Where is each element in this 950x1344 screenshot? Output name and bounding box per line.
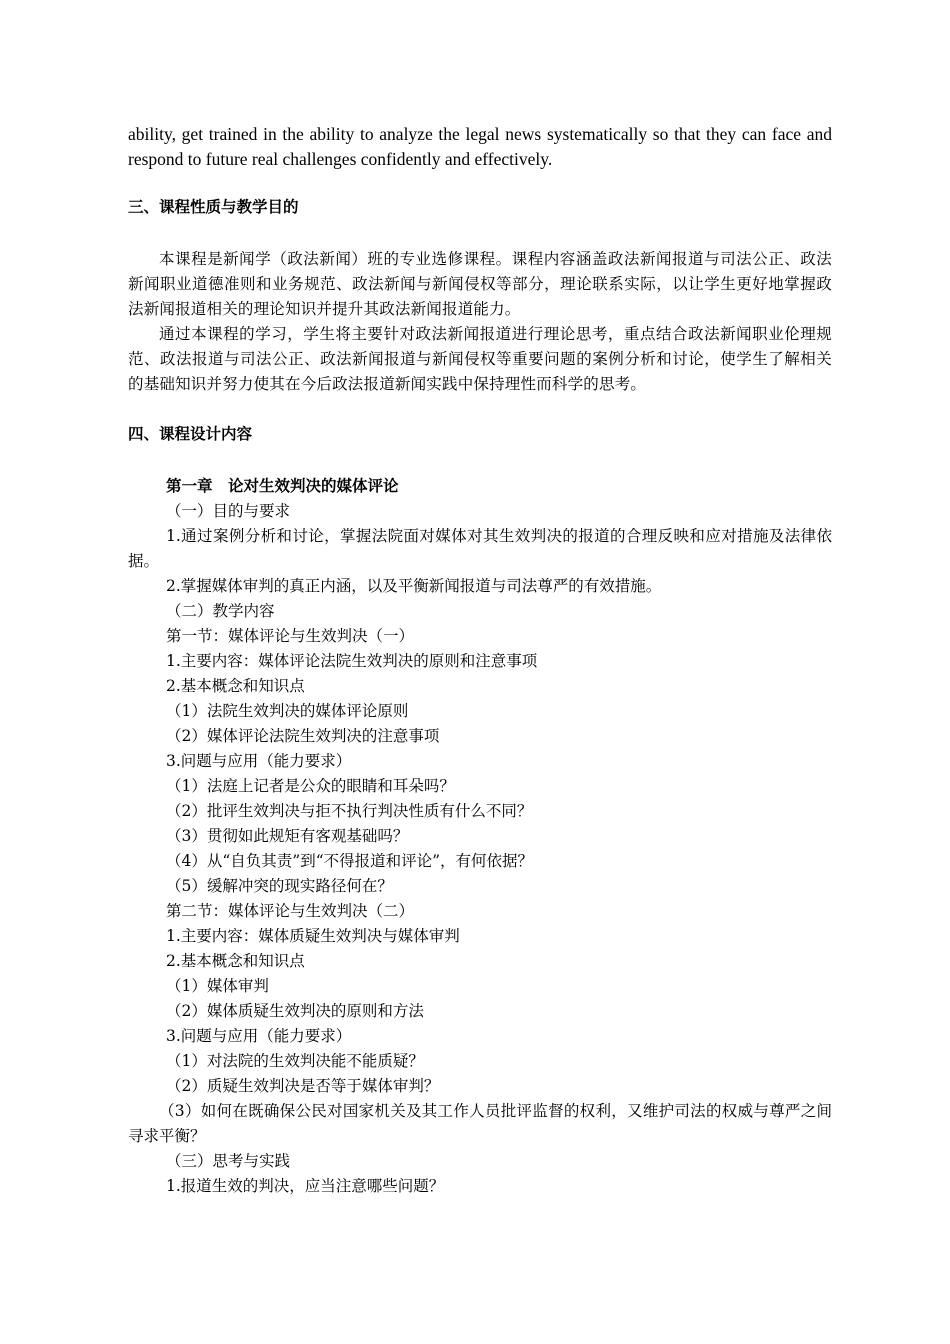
section-4-heading: 四、课程设计内容: [128, 425, 253, 443]
section-1-title: 第一节：媒体评论与生效判决（一）: [166, 627, 415, 645]
section-2-question-2: （2）质疑生效判决是否等于媒体审判？: [166, 1077, 440, 1095]
section-2-concept-1: （1）媒体审判: [166, 977, 269, 995]
section-2-concept-2: （2）媒体质疑生效判决的原则和方法: [166, 1002, 424, 1020]
teaching-content-heading: （二）教学内容: [166, 602, 275, 620]
section-2-questions-heading: 3.问题与应用（能力要求）: [166, 1027, 352, 1045]
document-page: [128, 122, 832, 1199]
section-1-question-3: （3）贯彻如此规矩有客观基础吗？: [166, 827, 409, 845]
section-3-paragraph-1: 本课程是新闻学（政法新闻）班的专业选修课程。课程内容涵盖政法新闻报道与司法公正、政法新闻职业道德准则和业务规范、政法新闻与新闻侵权等部分，理论联系实际，以让学生更好地掌握政法新闻报道相关的理论知识并提升其政法新闻报道能力。: [128, 250, 832, 318]
intro-english-paragraph: ability, get trained in the ability to analyze the legal news systematically so that they can face and respond to future real challenges confidently and effectively.: [128, 124, 832, 169]
section-2-question-1: （1）对法院的生效判决能不能质疑？: [166, 1052, 424, 1070]
reflection-item-1: 1.报道生效的判决，应当注意哪些问题？: [166, 1177, 445, 1195]
section-1-question-5: （5）缓解冲突的现实路径何在？: [166, 877, 393, 895]
objective-1: 1.通过案例分析和讨论，掌握法院面对媒体对其生效判决的报道的合理反映和应对措施及法律依据。: [128, 527, 832, 570]
objective-2: 2.掌握媒体审判的真正内涵，以及平衡新闻报道与司法尊严的有效措施。: [166, 577, 662, 595]
section-1-question-2: （2）批评生效判决与拒不执行判决性质有什么不同？: [166, 802, 533, 820]
section-2-title: 第二节：媒体评论与生效判决（二）: [166, 902, 415, 920]
section-1-questions-heading: 3.问题与应用（能力要求）: [166, 752, 352, 770]
section-3-paragraph-2: 通过本课程的学习，学生将主要针对政法新闻报道进行理论思考，重点结合政法新闻职业伦理规范、政法报道与司法公正、政法新闻报道与新闻侵权等重要问题的案例分析和讨论，使学生了解相关的基础知识并努力使其在今后政法报道新闻实践中保持理性而科学的思考。: [128, 325, 832, 393]
section-3-heading: 三、课程性质与教学目的: [128, 198, 299, 216]
chapter-1-title: 第一章 论对生效判决的媒体评论: [166, 477, 399, 495]
section-2-concepts-heading: 2.基本概念和知识点: [166, 952, 305, 970]
section-1-concepts-heading: 2.基本概念和知识点: [166, 677, 305, 695]
section-1-concept-1: （1）法院生效判决的媒体评论原则: [166, 702, 409, 720]
objectives-heading: （一）目的与要求: [166, 502, 291, 520]
section-2-question-3: （3）如何在既确保公民对国家机关及其工作人员批评监督的权利，又维护司法的权威与尊严之间寻求平衡？: [128, 1102, 832, 1145]
section-1-question-1: （1）法庭上记者是公众的眼睛和耳朵吗？: [166, 777, 455, 795]
section-1-concept-2: （2）媒体评论法院生效判决的注意事项: [166, 727, 440, 745]
reflection-practice-heading: （三）思考与实践: [166, 1152, 291, 1170]
section-1-main-content: 1.主要内容：媒体评论法院生效判决的原则和注意事项: [166, 652, 538, 670]
section-2-main-content: 1.主要内容：媒体质疑生效判决与媒体审判: [166, 927, 460, 945]
section-1-question-4: （4）从“自负其责”到“不得报道和评论”，有何依据？: [166, 852, 534, 870]
